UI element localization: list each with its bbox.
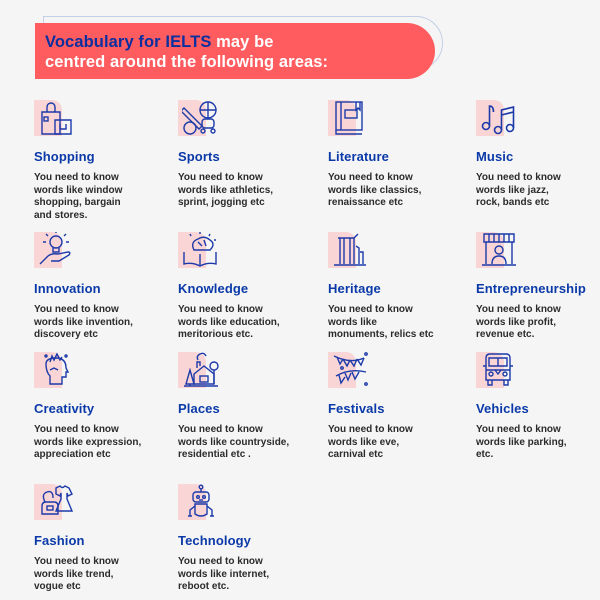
countryside-house-icon <box>178 352 224 388</box>
area-description: You need to know words like eve, carnival etc <box>328 424 413 461</box>
ruins-column-icon <box>328 232 374 268</box>
sports-equipment-icon <box>178 100 224 136</box>
area-title: Sports <box>178 149 220 164</box>
area-title: Entrepreneurship <box>476 281 586 296</box>
area-description: You need to know words like window shopping, bargain and stores. <box>34 172 123 221</box>
area-card-heritage <box>328 232 468 342</box>
area-title: Literature <box>328 149 389 164</box>
area-title: Fashion <box>34 533 85 548</box>
area-description: You need to know words like jazz, rock, bands etc <box>476 172 561 209</box>
bunting-flags-icon <box>328 352 374 388</box>
area-card-knowledge <box>178 232 318 342</box>
area-title: Shopping <box>34 149 95 164</box>
area-card-entrepreneurship <box>476 232 600 342</box>
header-banner <box>35 23 435 79</box>
area-title: Places <box>178 401 220 416</box>
area-description: You need to know words like internet, reboot etc. <box>178 556 270 593</box>
area-card-shopping <box>34 100 174 222</box>
area-title: Creativity <box>34 401 95 416</box>
header-line-2: centred around the following areas: <box>45 53 329 71</box>
area-description: You need to know words like trend, vogue etc <box>34 556 119 593</box>
header-line-1-rest: may be <box>211 33 274 51</box>
area-card-sports <box>178 100 318 210</box>
area-card-fashion <box>34 484 174 594</box>
header-highlight: Vocabulary for IELTS <box>45 33 212 51</box>
header-line-1 <box>45 32 435 52</box>
area-description: You need to know words like expression, appreciation etc <box>34 424 142 461</box>
area-title: Innovation <box>34 281 101 296</box>
area-card-vehicles <box>476 352 600 462</box>
area-title: Music <box>476 149 514 164</box>
book-icon <box>328 100 374 136</box>
area-description: You need to know words like parking, etc. <box>476 424 567 461</box>
van-icon <box>476 352 522 388</box>
area-card-creativity <box>34 352 174 462</box>
area-title: Festivals <box>328 401 385 416</box>
robot-icon <box>178 484 224 520</box>
dress-handbag-icon <box>34 484 80 520</box>
area-description: You need to know words like classics, renaissance etc <box>328 172 422 209</box>
area-card-music <box>476 100 600 210</box>
storefront-icon <box>476 232 522 268</box>
area-title: Heritage <box>328 281 381 296</box>
music-notes-icon <box>476 100 522 136</box>
area-description: You need to know words like invention, discovery etc <box>34 304 133 341</box>
area-card-innovation <box>34 232 174 342</box>
area-title: Technology <box>178 533 251 548</box>
area-title: Vehicles <box>476 401 529 416</box>
area-card-festivals <box>328 352 468 462</box>
area-card-literature <box>328 100 468 210</box>
area-description: You need to know words like profit, revenue etc. <box>476 304 561 341</box>
creative-head-icon <box>34 352 80 388</box>
brain-book-icon <box>178 232 224 268</box>
area-description: You need to know words like monuments, relics etc <box>328 304 434 341</box>
area-title: Knowledge <box>178 281 249 296</box>
lightbulb-hand-icon <box>34 232 80 268</box>
area-card-technology <box>178 484 318 594</box>
shopping-bag-icon <box>34 100 80 136</box>
area-description: You need to know words like countryside, residential etc . <box>178 424 290 461</box>
area-description: You need to know words like education, meritorious etc. <box>178 304 280 341</box>
area-description: You need to know words like athletics, sprint, jogging etc <box>178 172 274 209</box>
area-card-places <box>178 352 318 462</box>
